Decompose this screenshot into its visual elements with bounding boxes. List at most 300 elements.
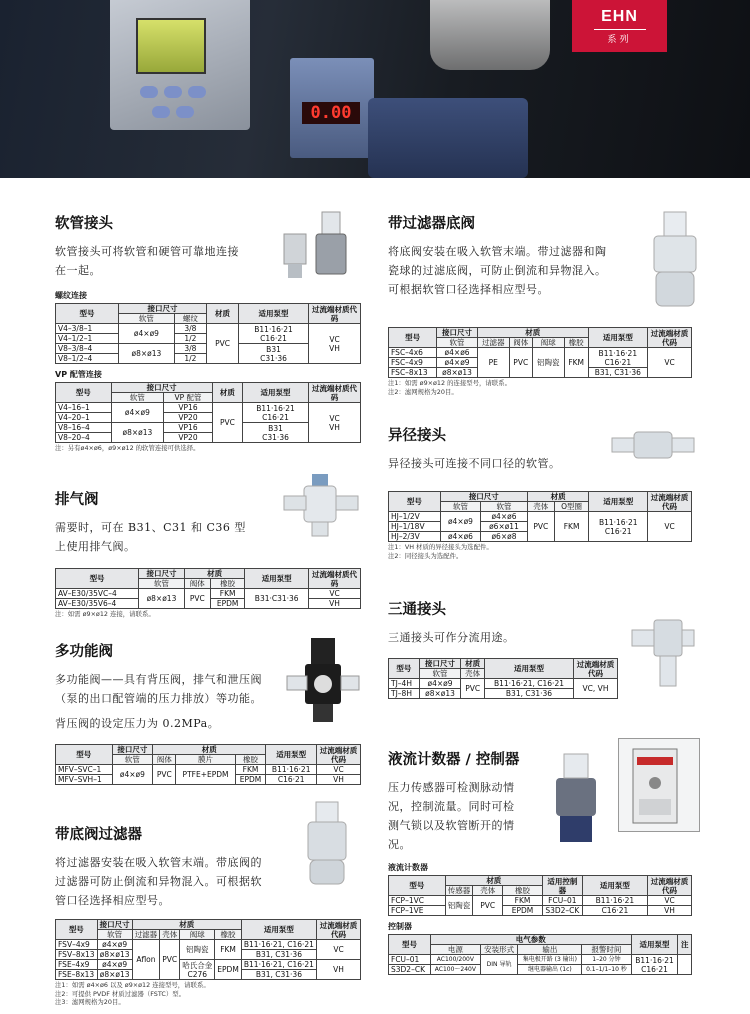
cell-line: VH xyxy=(329,422,340,432)
cell: PVC xyxy=(509,348,532,378)
col-header: 适用泵型 xyxy=(484,659,573,679)
cell-line: C276 xyxy=(187,969,208,979)
cell-line: B11·16·21 xyxy=(256,403,295,413)
cell: FSV–4x9 xyxy=(56,940,98,950)
col-header: 接口尺寸 xyxy=(419,659,461,669)
col-header: 软管 xyxy=(112,755,153,765)
cell: V8–3/8–4 xyxy=(56,344,119,354)
filter-foot-valve-image xyxy=(650,210,700,310)
cell: S3D2–CK xyxy=(389,965,431,975)
cell: VC xyxy=(309,589,361,599)
vent-valve-image xyxy=(282,470,362,540)
cell: FSC–8x13 xyxy=(389,368,437,378)
col-header: 过流端材质代码 xyxy=(309,304,361,324)
desc-line: 可根据软管口径选择相应型号。 xyxy=(388,283,549,296)
cell: V8–16–4 xyxy=(56,423,112,433)
col-header: 壳体 xyxy=(527,502,554,512)
cell: FSC–4x6 xyxy=(389,348,437,358)
cell: FKM xyxy=(210,589,245,599)
cell: HJ–1/18V xyxy=(389,522,441,532)
multifunction-table xyxy=(55,744,361,785)
pump-head-image xyxy=(430,0,550,70)
col-header: 过流端材质代码 xyxy=(309,569,361,589)
cell-line: C16·21 xyxy=(604,526,632,536)
cell: HJ–1/2V xyxy=(389,512,441,522)
key-button-image xyxy=(176,106,194,118)
col-header: 适用泵型 xyxy=(588,328,647,348)
cell: VC xyxy=(317,940,361,960)
col-header: 型号 xyxy=(56,920,98,940)
section-title: 异径接头 xyxy=(388,428,446,444)
cell: ø8×ø13 xyxy=(437,368,478,378)
desc-line: 背压阀的设定压力为 0.2MPa。 xyxy=(55,717,220,730)
col-header: 适用泵型 xyxy=(582,876,647,896)
col-header: 软管 xyxy=(440,502,480,512)
cell-line: B11·16·21 xyxy=(598,348,638,358)
hose-fitting-image xyxy=(280,210,360,290)
pump-device-image xyxy=(368,98,528,178)
desc-line: （泵的出口配管端的压力排放）等功能。 xyxy=(55,692,262,705)
cell: ø4×ø9 xyxy=(112,765,153,785)
cell: VC xyxy=(648,896,692,906)
cell: ø4×ø6 xyxy=(437,348,478,358)
cell: EPDM xyxy=(503,906,543,916)
col-header: 软管 xyxy=(419,669,461,679)
desc-line: 测气锁以及软管断开的情 xyxy=(388,819,515,832)
col-header: 阀球 xyxy=(532,338,564,348)
desc-line: 将底阀安装在吸入软管末端。带过滤器和陶 xyxy=(388,245,607,258)
col-header: 材质 xyxy=(206,304,238,324)
cell: PVC xyxy=(160,940,180,980)
cell: V4–1/2–1 xyxy=(56,334,119,344)
cell xyxy=(239,324,309,344)
series-label: 系列 xyxy=(607,35,632,45)
cell: B31·C31·36 xyxy=(245,589,309,609)
cell: ø8×ø13 xyxy=(119,344,175,364)
sub-title: 控制器 xyxy=(388,922,412,931)
cell: ø8×ø13 xyxy=(111,423,164,443)
cell: B11·16·21 xyxy=(266,765,317,775)
col-header: 壳体 xyxy=(160,930,180,940)
cell: TJ–8H xyxy=(389,689,420,699)
col-header: 膜片 xyxy=(176,755,235,765)
controller-table xyxy=(388,934,692,975)
cell: B31, C31·36 xyxy=(241,950,316,960)
col-header: 软管 xyxy=(111,393,164,403)
cell: VP20 xyxy=(164,413,213,423)
flow-counter-graphic xyxy=(540,748,620,848)
vent-table xyxy=(55,568,361,609)
controller-graphic xyxy=(619,739,699,831)
cell: AV–E30/35VC–4 xyxy=(56,589,139,599)
cell: B11·16·21, C16·21 xyxy=(484,679,573,689)
cell: VH xyxy=(309,599,361,609)
col-header: 接口尺寸 xyxy=(437,328,478,338)
cell: VP16 xyxy=(164,403,213,413)
col-header: 适用泵型 xyxy=(589,492,648,512)
cell: 1–20 分钟 xyxy=(582,955,631,965)
cell: ø4×ø9 xyxy=(97,940,132,950)
cell: FKM xyxy=(564,348,588,378)
col-header: 电气参数 xyxy=(430,935,631,945)
cell: FSV–8x13 xyxy=(56,950,98,960)
cell: C16·21 xyxy=(266,775,317,785)
col-header: 适用泵型 xyxy=(243,383,309,403)
cell-line: VC xyxy=(329,413,340,423)
cell: FKM xyxy=(503,896,543,906)
cell: PVC xyxy=(153,765,176,785)
col-header: 接口尺寸 xyxy=(112,745,153,755)
cell: Aflon xyxy=(132,940,160,980)
note-line: 注1：如需 ø9×ø12 的连接型号，请联系。 xyxy=(388,379,511,387)
col-header: 软管 xyxy=(119,314,175,324)
col-header: 适用泵型 xyxy=(245,569,309,589)
col-header: 适用泵型 xyxy=(266,745,317,765)
note xyxy=(55,981,375,1007)
col-header: 型号 xyxy=(56,304,119,324)
col-header: 材质 xyxy=(212,383,242,403)
cell: 3/8 xyxy=(174,344,206,354)
key-button-image xyxy=(152,106,170,118)
section-title: 带过滤器底阀 xyxy=(388,216,475,232)
section-title: 多功能阀 xyxy=(55,644,113,660)
desc-line: 过滤器可防止倒流和异物混入。可根据软 xyxy=(55,875,262,888)
cell: V4–20–1 xyxy=(56,413,112,423)
cell-line: 哈氏合金 xyxy=(182,960,213,970)
col-header: 材质 xyxy=(527,492,589,502)
cell: VH xyxy=(648,906,692,916)
cell-line: C31·36 xyxy=(260,353,287,363)
cell xyxy=(309,324,361,364)
col-header: 型号 xyxy=(389,659,420,679)
cell: PVC xyxy=(461,679,485,699)
section-desc: 三通接头可作分流用途。 xyxy=(388,631,515,644)
cell-line: B31 xyxy=(266,344,281,354)
cell: VH xyxy=(317,960,361,980)
cell: PE xyxy=(477,348,509,378)
cell: 集电极开路 (3 输出) xyxy=(518,955,582,965)
cell: TJ–4H xyxy=(389,679,420,689)
reducer-image xyxy=(610,428,696,462)
col-header: 型号 xyxy=(56,569,139,589)
col-header: 型号 xyxy=(56,383,112,403)
col-header: 输出 xyxy=(518,945,582,955)
desc-line: 瓷球的过滤底阀，可防止倒流和异物混入。 xyxy=(388,264,607,277)
cell: ø8×ø13 xyxy=(139,589,185,609)
note-line: 注2：同径接头为选配件。 xyxy=(388,551,463,560)
cell: B11·16·21 xyxy=(582,896,647,906)
col-header: 材质 xyxy=(461,659,485,669)
col-header: 适用泵型 xyxy=(239,304,309,324)
cell: VC, VH xyxy=(574,679,618,699)
col-header: 型号 xyxy=(389,328,437,348)
col-header: 传感器 xyxy=(445,886,473,896)
vp-table xyxy=(55,382,361,443)
cell: 3/8 xyxy=(174,324,206,334)
desc-line: 将过滤器安装在吸入软管末端。带底阀的 xyxy=(55,856,262,869)
controller-device-image xyxy=(110,0,250,130)
col-header: 过流端材质代码 xyxy=(574,659,618,679)
col-header: 接口尺寸 xyxy=(97,920,132,930)
cell xyxy=(309,403,361,443)
col-header: 型号 xyxy=(56,745,113,765)
col-header: 橡胶 xyxy=(564,338,588,348)
flow-counter-table xyxy=(388,875,692,916)
cell: ø4×ø9 xyxy=(97,960,132,970)
key-button-image xyxy=(188,86,206,98)
cell-line: C16·21 xyxy=(260,333,287,343)
col-header: 接口尺寸 xyxy=(139,569,185,579)
col-header: 橡胶 xyxy=(215,930,242,940)
cell-line: C16·21 xyxy=(604,357,632,367)
section-title: 带底阀过滤器 xyxy=(55,827,142,843)
cell-line: B11·16·21 xyxy=(635,955,674,965)
col-header: 阀体 xyxy=(509,338,532,348)
cell: ø8×ø13 xyxy=(419,689,461,699)
cell: MFV–SVH–1 xyxy=(56,775,113,785)
cell: FCP–1VE xyxy=(389,906,446,916)
header-banner xyxy=(0,0,750,178)
cell: ø4×ø9 xyxy=(440,512,480,532)
cell: ø4×ø9 xyxy=(419,679,461,689)
cell: HJ–2/3V xyxy=(389,532,441,542)
col-header: 过流端材质代码 xyxy=(309,383,361,403)
cell: 1/2 xyxy=(174,354,206,364)
cell: EPDM xyxy=(235,775,266,785)
col-header: 电源 xyxy=(430,945,480,955)
cell: B31, C31·36 xyxy=(588,368,647,378)
col-header: 型号 xyxy=(389,876,446,896)
cell: V8–20–4 xyxy=(56,433,112,443)
note-line: 注1：如需 ø4×ø6 以及 ø9×ø12 连接型号，请联系。 xyxy=(55,981,210,989)
reducer-table xyxy=(388,491,692,542)
col-header: 型号 xyxy=(389,492,441,512)
cell: DIN 导轨 xyxy=(480,955,518,975)
col-header: 适用泵型 xyxy=(631,935,678,955)
cell-line: B11·16·21 xyxy=(598,517,638,527)
col-header: 软管 xyxy=(139,579,185,589)
cell-line: C16·21 xyxy=(641,964,668,974)
col-header: 接口尺寸 xyxy=(111,383,212,393)
desc-line: 压力传感器可检测脉动情 xyxy=(388,781,515,794)
cell xyxy=(678,955,692,975)
col-header: 阀球 xyxy=(180,930,215,940)
cell: V4–3/8–1 xyxy=(56,324,119,334)
controller-image xyxy=(618,738,700,832)
note-line: 注2：可提供 PVDF 材质过滤器（FSTC）型。 xyxy=(55,989,186,998)
series-badge xyxy=(572,0,667,52)
col-header: 壳体 xyxy=(461,669,485,679)
cell: AC100/200V xyxy=(430,955,480,965)
section-title: 排气阀 xyxy=(55,492,99,508)
cell xyxy=(588,348,647,368)
note xyxy=(388,543,718,560)
section-desc: 异径接头可连接不同口径的软管。 xyxy=(388,457,561,470)
cell: AC100～240V xyxy=(430,965,480,975)
cell: 铝陶瓷 xyxy=(445,896,473,916)
cell xyxy=(243,423,309,443)
tee-image xyxy=(630,600,696,690)
desc-line: 况，控制流量。同时可检 xyxy=(388,800,515,813)
brand-name: EHN xyxy=(601,8,638,25)
cell-line: VC xyxy=(329,334,340,344)
col-header: 材质 xyxy=(153,745,266,755)
cell: 铝陶瓷 xyxy=(532,348,564,378)
cell: PVC xyxy=(473,896,503,916)
section-title: 软管接头 xyxy=(55,216,113,232)
tee-table xyxy=(388,658,618,699)
cell-line: B31 xyxy=(268,423,283,433)
foot-valve-filter-image xyxy=(300,800,356,890)
cell: 1/2 xyxy=(174,334,206,344)
cell: B11·16·21, C16·21 xyxy=(241,960,316,970)
col-header: 橡胶 xyxy=(235,755,266,765)
col-header: 接口尺寸 xyxy=(119,304,207,314)
col-header: O型圈 xyxy=(554,502,589,512)
cell: VP20 xyxy=(164,433,213,443)
col-header: 型号 xyxy=(389,935,431,955)
note-line: 注1：VH 材质的异径接头为选配件。 xyxy=(388,543,493,551)
cell-line: C31·36 xyxy=(262,432,289,442)
cell: ø6×ø11 xyxy=(481,522,528,532)
col-header: 过流端材质代码 xyxy=(648,328,692,348)
filter-foot-valve-table xyxy=(388,327,692,378)
flow-counter-image xyxy=(540,748,620,848)
desc-line: 上使用排气阀。 xyxy=(55,540,136,553)
cell: FSE–4x9 xyxy=(56,960,98,970)
divider xyxy=(594,29,646,30)
desc-line: 在一起。 xyxy=(55,264,101,277)
key-button-image xyxy=(164,86,182,98)
cell: EPDM xyxy=(215,960,242,980)
section-title: 液流计数器 / 控制器 xyxy=(388,752,520,768)
cell: VC xyxy=(648,348,692,378)
col-header: 过流端材质代码 xyxy=(648,492,692,512)
col-header: 软管 xyxy=(97,930,132,940)
col-header: 接口尺寸 xyxy=(440,492,527,502)
multifunction-valve-image xyxy=(285,636,361,726)
desc-line: 况。 xyxy=(388,838,411,851)
cell: ø4×ø9 xyxy=(437,358,478,368)
cell xyxy=(243,403,309,423)
note: 注：如需 ø9×ø12 连接，请联系。 xyxy=(55,610,155,618)
cell: ø8×ø13 xyxy=(97,970,132,980)
col-header: 材质 xyxy=(477,328,588,338)
cell: EPDM xyxy=(210,599,245,609)
cell: AV–E30/35V6–4 xyxy=(56,599,139,609)
sub-title: 螺纹连接 xyxy=(55,291,87,300)
cell: FCU–01 xyxy=(389,955,431,965)
cell: B31, C31·36 xyxy=(241,970,316,980)
cell: PVC xyxy=(206,324,238,364)
key-button-image xyxy=(140,86,158,98)
col-header: 过滤器 xyxy=(477,338,509,348)
col-header: 螺纹 xyxy=(174,314,206,324)
cell: VP16 xyxy=(164,423,213,433)
cell: C16·21 xyxy=(582,906,647,916)
lcd-screen xyxy=(136,18,206,74)
col-header: 橡胶 xyxy=(210,579,245,589)
sub-title: 液流计数器 xyxy=(388,863,428,872)
cell: ø4×ø6 xyxy=(481,512,528,522)
col-header: 过流端材质代码 xyxy=(317,745,361,765)
col-header: 橡胶 xyxy=(503,886,543,896)
cell-line: C16·21 xyxy=(262,412,289,422)
cell-line: B11·16·21 xyxy=(254,324,293,334)
cell: ø6×ø8 xyxy=(481,532,528,542)
col-header: 软管 xyxy=(437,338,478,348)
cell: FKM xyxy=(554,512,589,542)
cell: PVC xyxy=(527,512,554,542)
col-header: 适用泵型 xyxy=(241,920,316,940)
cell: VC xyxy=(648,512,692,542)
cell: B11·16·21, C16·21 xyxy=(241,940,316,950)
col-header: 材质 xyxy=(445,876,542,886)
col-header: 阀体 xyxy=(153,755,176,765)
cell: 继电器输出 (1c) xyxy=(518,965,582,975)
cell: 0.1–1/1–10 秒 xyxy=(582,965,631,975)
cell: FKM xyxy=(215,940,242,960)
desc-line: 软管接头可将软管和硬管可靠地连接 xyxy=(55,245,239,258)
cell: PVC xyxy=(212,403,242,443)
foot-valve-table xyxy=(55,919,361,980)
sub-title: VP 配管连接 xyxy=(55,370,102,379)
col-header: VP 配管 xyxy=(164,393,213,403)
cell: V4–16–1 xyxy=(56,403,112,413)
led-display: 0.00 xyxy=(302,102,360,124)
cell: ø4×ø9 xyxy=(119,324,175,344)
col-header: 安装形式 xyxy=(480,945,518,955)
cell xyxy=(180,960,215,980)
note xyxy=(388,379,718,396)
note-line: 注3：滤网规格为20目。 xyxy=(55,998,125,1006)
desc-line: 需要时，可在 B31、C31 和 C36 型 xyxy=(55,521,246,534)
cell: 铝陶瓷 xyxy=(180,940,215,960)
col-header: 软管 xyxy=(481,502,528,512)
cell xyxy=(239,344,309,364)
section-title: 三通接头 xyxy=(388,602,446,618)
cell: B31, C31·36 xyxy=(484,689,573,699)
cell: FSE–8x13 xyxy=(56,970,98,980)
col-header: 过滤器 xyxy=(132,930,160,940)
desc-line: 管口径选择相应型号。 xyxy=(55,894,170,907)
cell: V8–1/2–4 xyxy=(56,354,119,364)
note-line: 注2：滤网规格为20目。 xyxy=(388,387,458,396)
cell: PTFE+EPDM xyxy=(176,765,235,785)
cell: VC xyxy=(317,765,361,775)
col-header: 阀体 xyxy=(184,579,210,589)
col-header: 注 xyxy=(678,935,692,955)
col-header: 材质 xyxy=(184,569,245,579)
cell: ø4×ø9 xyxy=(111,403,164,423)
col-header: 过流端材质代码 xyxy=(317,920,361,940)
cell: FCU–01 xyxy=(542,896,582,906)
col-header: 适用控制器 xyxy=(542,876,582,896)
col-header: 材质 xyxy=(132,920,241,930)
flow-counter-device-image xyxy=(290,58,374,158)
cell: FKM xyxy=(235,765,266,775)
cell: ø8×ø13 xyxy=(97,950,132,960)
thread-table xyxy=(55,303,361,364)
cell: ø4×ø6 xyxy=(440,532,480,542)
col-header: 过流端材质代码 xyxy=(648,876,692,896)
cell: S3D2–CK xyxy=(542,906,582,916)
cell: FCP–1VC xyxy=(389,896,446,906)
cell: FSC–4x9 xyxy=(389,358,437,368)
cell xyxy=(631,955,678,975)
cell-line: VH xyxy=(329,343,340,353)
desc-line: 多功能阀——具有背压阀，排气和泄压阀 xyxy=(55,673,262,686)
